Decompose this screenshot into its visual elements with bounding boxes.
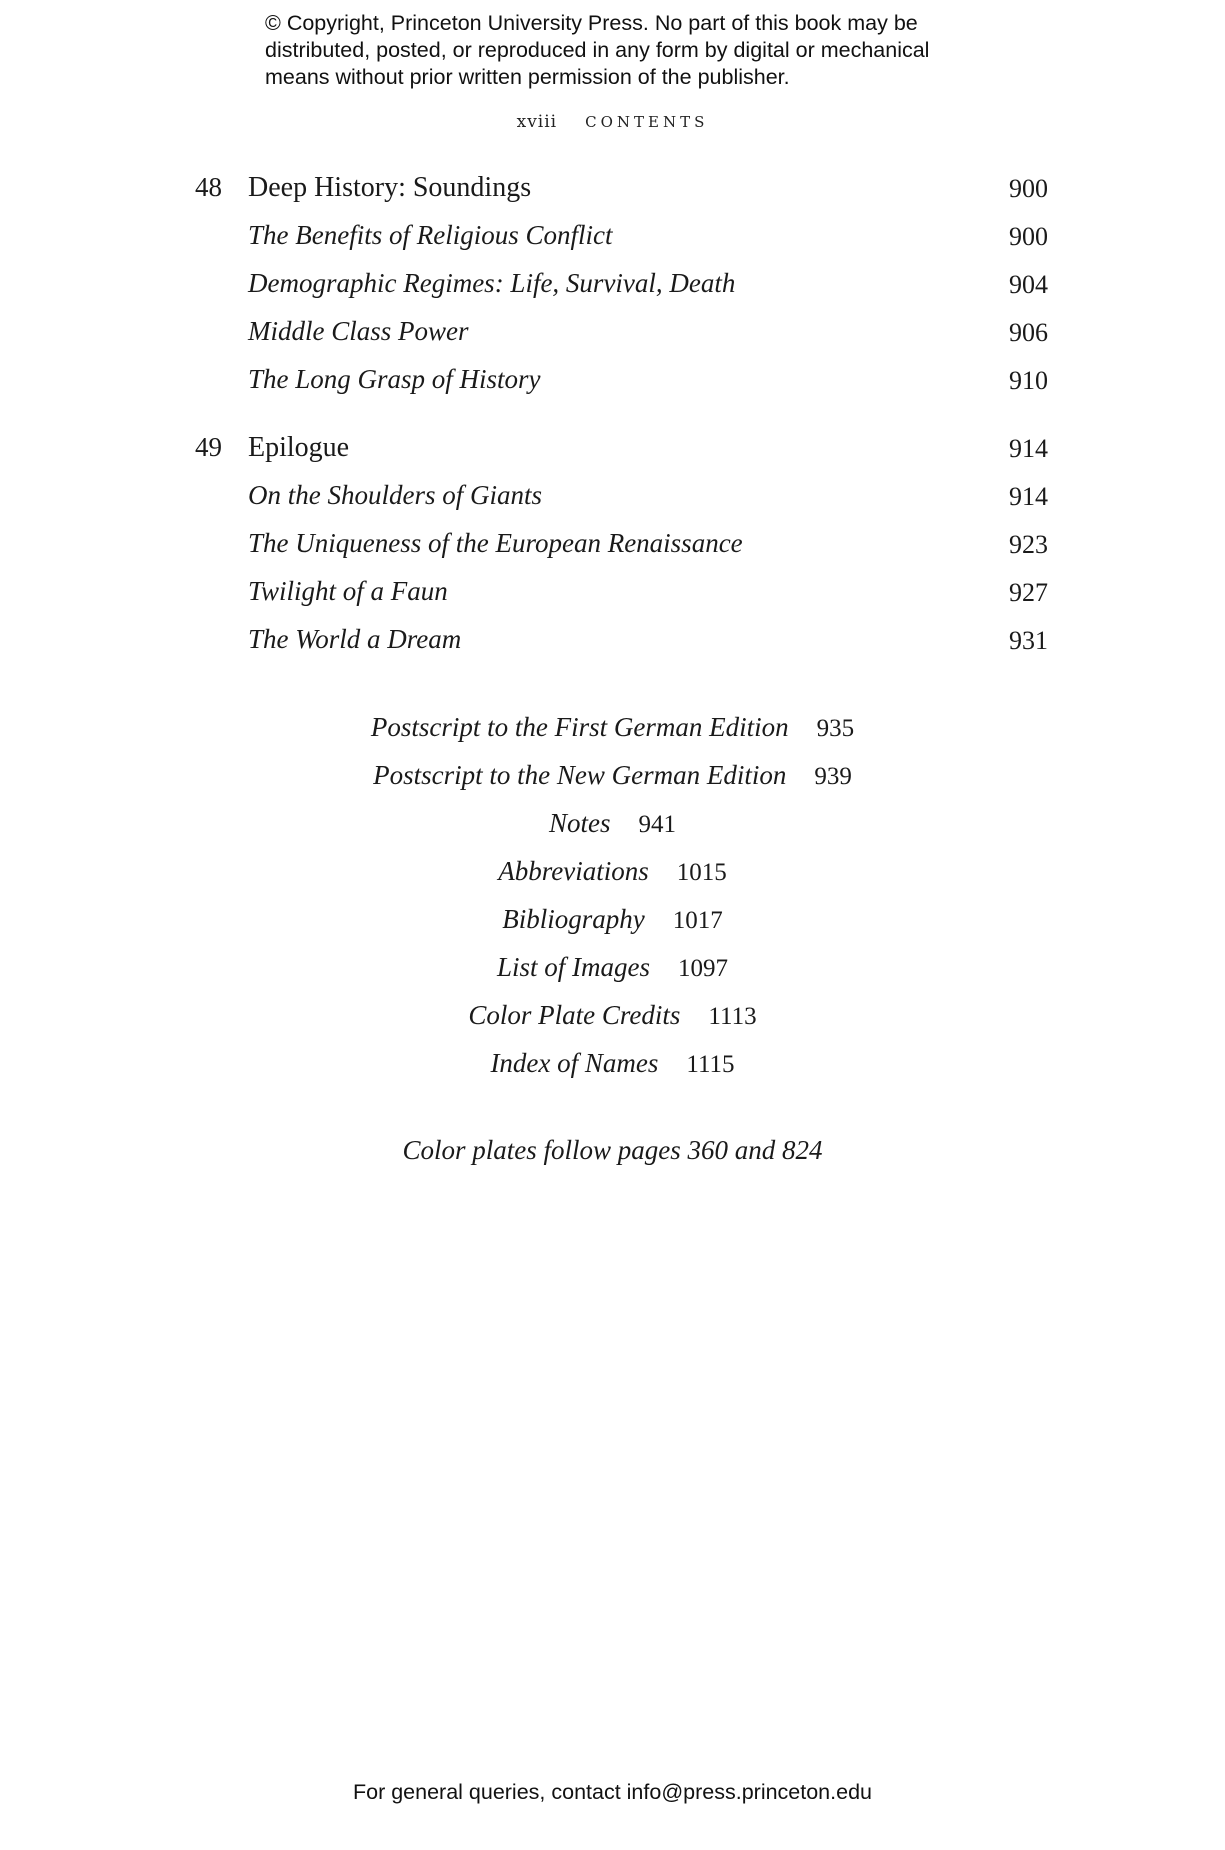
chapter-title: Deep History: Soundings bbox=[248, 172, 532, 203]
back-matter-entry bbox=[0, 760, 1225, 791]
page-number: 923 bbox=[1009, 530, 1048, 559]
back-matter-entry bbox=[0, 904, 1225, 935]
back-matter-entry bbox=[0, 1000, 1225, 1031]
toc-chapter-entry bbox=[0, 172, 1225, 212]
section-title: On the Shoulders of Giants bbox=[248, 480, 542, 510]
page-number: 900 bbox=[1009, 174, 1048, 203]
copyright-line: means without prior written permission of the publisher. bbox=[265, 65, 790, 89]
page-number: 1113 bbox=[708, 1003, 757, 1030]
back-matter-entry bbox=[0, 1048, 1225, 1079]
toc-section-entry bbox=[0, 316, 1225, 356]
section-title: Demographic Regimes: Life, Survival, Death bbox=[248, 268, 736, 298]
toc-section-entry bbox=[0, 268, 1225, 308]
toc-section-entry bbox=[0, 576, 1225, 616]
copyright-line: distributed, posted, or reproduced in any form by digital or mechanical bbox=[265, 38, 930, 62]
toc-section-entry bbox=[0, 528, 1225, 568]
section-title: The Long Grasp of History bbox=[248, 364, 541, 394]
page-number: 935 bbox=[816, 715, 855, 742]
color-plates-note: Color plates follow pages 360 and 824 bbox=[402, 1135, 823, 1165]
chapter-number: 49 bbox=[195, 432, 222, 462]
footer-contact: For general queries, contact info@press.princeton.edu bbox=[352, 1780, 872, 1804]
page-number: 941 bbox=[638, 811, 676, 838]
toc-section-entry bbox=[0, 220, 1225, 260]
toc-chapter-entry bbox=[0, 432, 1225, 472]
copyright-notice bbox=[265, 10, 1025, 91]
page-number: 906 bbox=[1009, 318, 1048, 347]
back-matter-entry bbox=[0, 712, 1225, 743]
page-number: 910 bbox=[1009, 366, 1048, 395]
page-number: 904 bbox=[1009, 270, 1048, 299]
toc-section-entry bbox=[0, 364, 1225, 404]
page-number: 939 bbox=[814, 763, 852, 790]
chapter-title: Epilogue bbox=[248, 432, 350, 463]
page-folio: xviii bbox=[516, 112, 558, 132]
page-number: 914 bbox=[1009, 434, 1048, 463]
section-title: Middle Class Power bbox=[248, 316, 469, 346]
toc-section-entry bbox=[0, 624, 1225, 664]
section-title: The World a Dream bbox=[248, 624, 462, 654]
section-title: The Benefits of Religious Conflict bbox=[248, 220, 613, 250]
section-title: The Uniqueness of the European Renaissance bbox=[248, 528, 743, 558]
back-matter-title: Abbreviations bbox=[498, 856, 649, 886]
back-matter-title: Postscript to the New German Edition bbox=[373, 760, 787, 790]
page-number: 1015 bbox=[676, 859, 727, 886]
running-head bbox=[0, 112, 1225, 132]
running-head-title: CONTENTS bbox=[585, 113, 709, 131]
page-number: 927 bbox=[1009, 578, 1048, 607]
toc-section-entry bbox=[0, 480, 1225, 520]
page-number: 1097 bbox=[678, 955, 728, 982]
back-matter-title: Postscript to the First German Edition bbox=[370, 712, 789, 742]
back-matter-entry bbox=[0, 808, 1225, 839]
back-matter-title: List of Images bbox=[496, 952, 650, 982]
section-title: Twilight of a Faun bbox=[248, 576, 448, 606]
page-number: 900 bbox=[1009, 222, 1048, 251]
page-number: 914 bbox=[1009, 482, 1048, 511]
page-number: 1017 bbox=[672, 907, 723, 934]
back-matter-title: Color Plate Credits bbox=[468, 1000, 681, 1030]
page-number: 931 bbox=[1009, 626, 1048, 655]
chapter-number: 48 bbox=[195, 172, 222, 202]
back-matter-entry bbox=[0, 952, 1225, 983]
back-matter-title: Index of Names bbox=[490, 1048, 659, 1078]
copyright-line: © Copyright, Princeton University Press. No part of this book may be bbox=[265, 11, 918, 35]
back-matter-entry bbox=[0, 856, 1225, 887]
back-matter-title: Bibliography bbox=[502, 904, 645, 934]
page-number: 1115 bbox=[686, 1051, 735, 1078]
back-matter-title: Notes bbox=[548, 808, 611, 838]
